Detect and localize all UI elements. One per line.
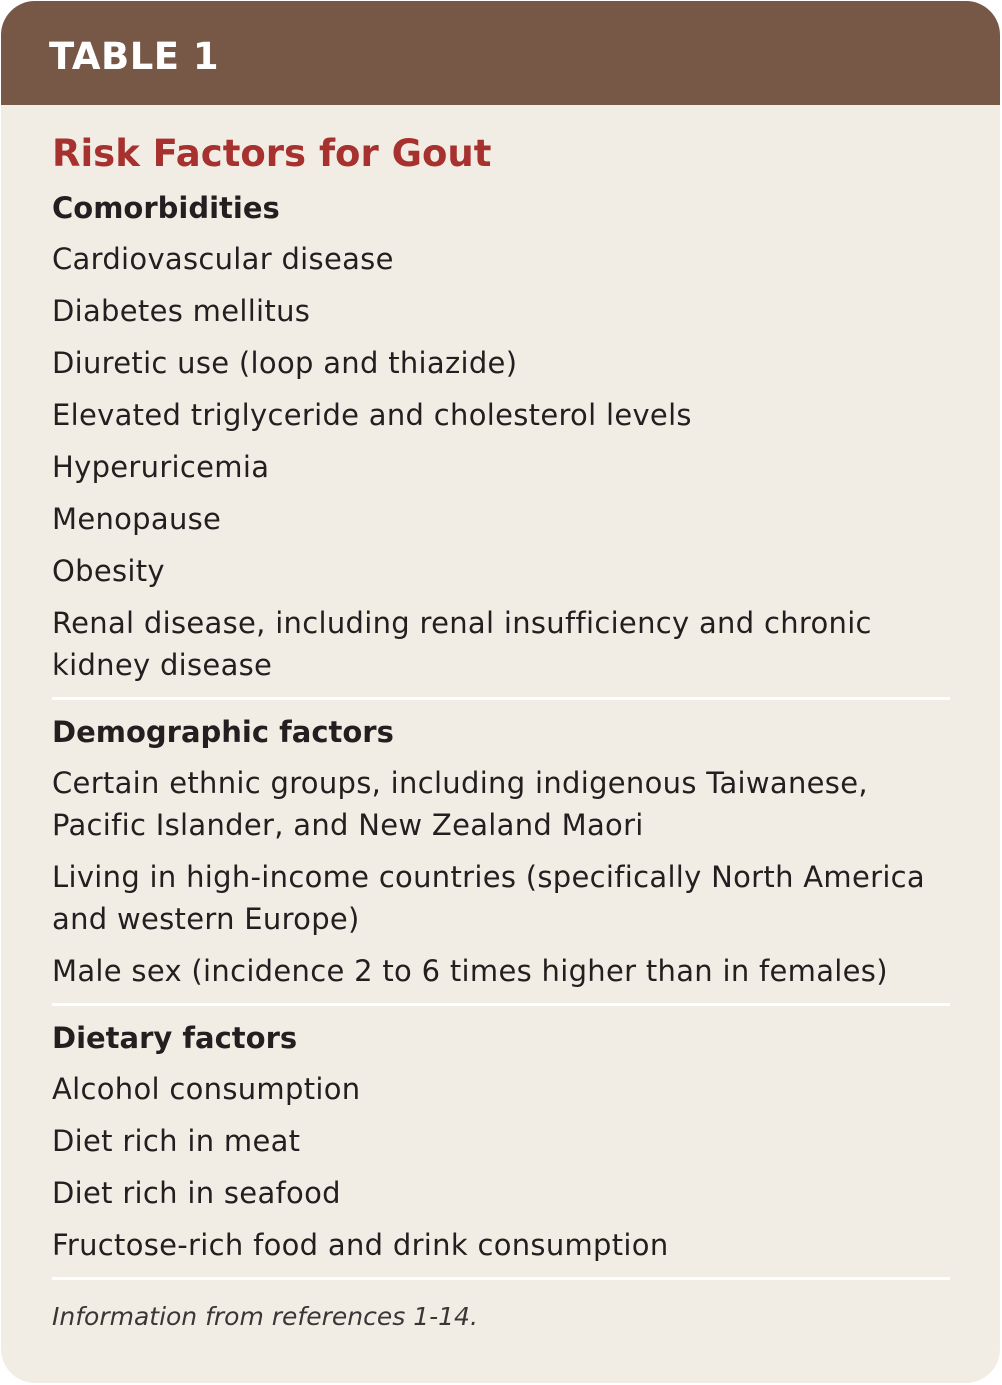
item-list [52, 1068, 950, 1266]
table-footnote: Information from references 1-14. [52, 1302, 478, 1331]
list-item: Cardiovascular disease [52, 242, 394, 276]
section-heading: Demographic factors [52, 715, 394, 749]
list-item: Renal disease, including renal insufficiency and chronic kidney disease [52, 606, 872, 682]
list-item: Diet rich in seafood [52, 1176, 341, 1210]
table-header [1, 1, 1000, 105]
section-heading: Comorbidities [52, 191, 280, 225]
section-heading: Dietary factors [52, 1021, 298, 1055]
section-divider [52, 1277, 950, 1280]
list-item: Diet rich in meat [52, 1124, 301, 1158]
list-item: Alcohol consumption [52, 1072, 361, 1106]
item-list [52, 762, 950, 992]
list-item: Menopause [52, 502, 222, 536]
item-list [52, 238, 950, 686]
list-item: Diuretic use (loop and thiazide) [52, 346, 518, 380]
list-item: Obesity [52, 554, 165, 588]
list-item: Male sex (incidence 2 to 6 times higher than in females) [52, 954, 888, 988]
list-item: Elevated triglyceride and cholesterol levels [52, 398, 692, 432]
list-item: Living in high-income countries (specifically North America and western Europe) [52, 860, 925, 936]
list-item: Certain ethnic groups, including indigenous Taiwanese, Pacific Islander, and New Zealand Maori [52, 766, 868, 842]
section-divider [52, 697, 950, 700]
table-title: Risk Factors for Gout [52, 132, 492, 175]
list-item: Hyperuricemia [52, 450, 270, 484]
table-number-label: TABLE 1 [49, 35, 220, 78]
section-dietary-factors [52, 1018, 950, 1280]
section-comorbidities [52, 188, 950, 700]
section-divider [52, 1003, 950, 1006]
list-item: Fructose-rich food and drink consumption [52, 1228, 669, 1262]
section-demographic-factors [52, 712, 950, 1006]
list-item: Diabetes mellitus [52, 294, 311, 328]
table-content [1, 132, 1000, 1334]
table-card [1, 1, 1000, 1383]
